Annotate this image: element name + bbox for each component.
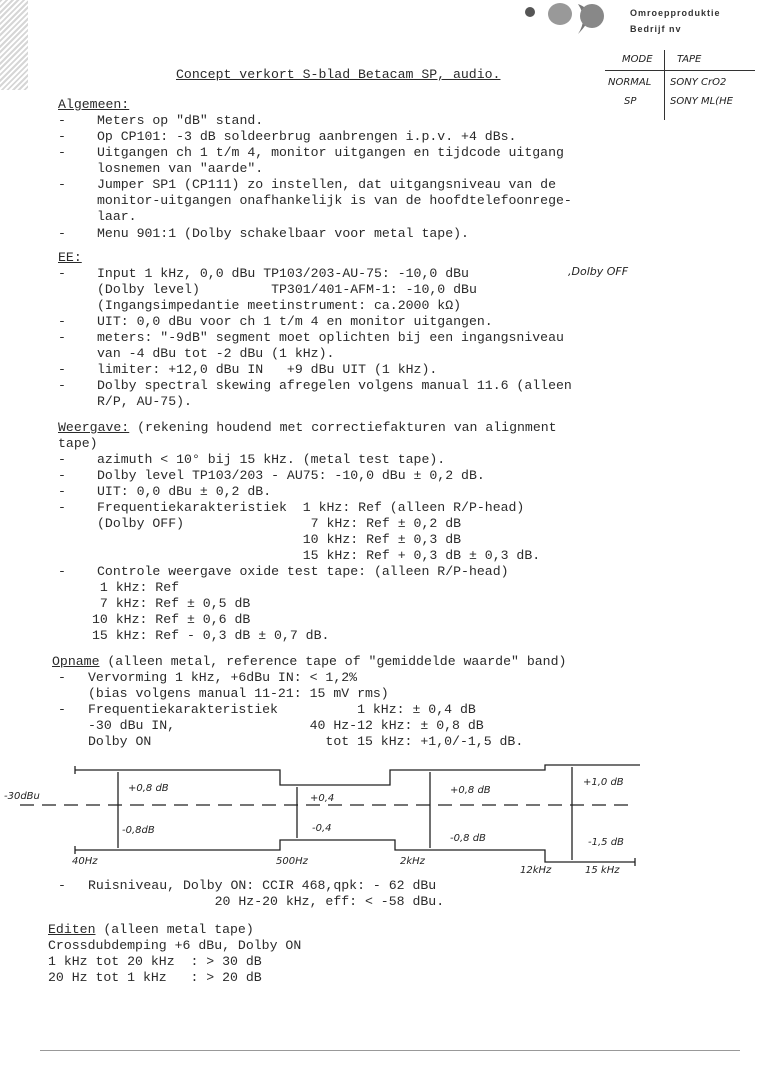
frequency-label: 2kHz	[400, 856, 425, 867]
divider	[605, 70, 755, 71]
tape-cell: SONY CrO2	[670, 77, 727, 88]
bullet: -	[58, 452, 66, 467]
text-line: Menu 901:1 (Dolby schakelbaar voor metal tape).	[97, 226, 469, 241]
text-line: losnemen van "aarde".	[97, 161, 264, 176]
text-line: Vervorming 1 kHz, +6dBu IN: < 1,2%	[88, 670, 358, 685]
bullet: -	[58, 145, 66, 160]
text-line: Crossdubdemping +6 dBu, Dolby ON	[48, 938, 302, 953]
text-line: (alleen metal, reference tape of "gemiddelde waarde" band)	[99, 654, 567, 669]
text-line: 7 kHz: Ref ± 0,5 dB	[92, 596, 251, 611]
tolerance-label: -0,8dB	[122, 825, 155, 836]
tolerance-label: -1,5 dB	[588, 837, 624, 848]
mode-header: MODE	[622, 54, 653, 65]
lower-limit-line	[75, 840, 635, 862]
text-line: Frequentiekarakteristiek 1 kHz: ± 0,4 dB	[88, 702, 476, 717]
text-line: (rekening houdend met correctiefakturen van alignment	[129, 420, 557, 435]
page-title: Concept verkort S-blad Betacam SP, audio.	[176, 67, 501, 82]
text-line: laar.	[97, 209, 137, 224]
divider	[664, 50, 665, 120]
mode-cell: NORMAL	[608, 77, 652, 88]
tolerance-label: -0,4	[312, 823, 332, 834]
text-line: 20 Hz tot 1 kHz : > 20 dB	[48, 970, 262, 985]
text-line: Ruisniveau, Dolby ON: CCIR 468,qpk: - 62 dBu	[88, 878, 437, 893]
text-line: 15 kHz: Ref + 0,3 dB ± 0,3 dB.	[97, 548, 541, 563]
bullet: -	[58, 177, 66, 192]
text-line: 20 Hz-20 kHz, eff: < -58 dBu.	[88, 894, 445, 909]
company-logo	[520, 2, 620, 36]
text-line: van -4 dBu tot -2 dBu (1 kHz).	[97, 346, 335, 361]
bullet: -	[58, 113, 66, 128]
text-line: Frequentiekarakteristiek 1 kHz: Ref (alleen R/P-head)	[97, 500, 525, 515]
frequency-label: 40Hz	[72, 856, 98, 867]
upper-limit-line	[75, 765, 640, 785]
bullet: -	[58, 266, 66, 281]
bullet: -	[58, 878, 66, 893]
text-line: (Dolby OFF) 7 kHz: Ref ± 0,2 dB	[97, 516, 462, 531]
bullet: -	[58, 564, 66, 579]
handwritten-note: ,Dolby OFF	[568, 265, 629, 278]
text-line: azimuth < 10° bij 15 kHz. (metal test tape).	[97, 452, 446, 467]
text-line: Meters op "dB" stand.	[97, 113, 264, 128]
text-line: -30 dBu IN, 40 Hz-12 kHz: ± 0,8 dB	[88, 718, 484, 733]
bullet: -	[58, 500, 66, 515]
text-line: 15 kHz: Ref - 0,3 dB ± 0,7 dB.	[92, 628, 330, 643]
company-name-2: Bedrijf nv	[630, 24, 682, 34]
bullet: -	[58, 314, 66, 329]
bullet: -	[58, 484, 66, 499]
text-line: 10 kHz: Ref ± 0,6 dB	[92, 612, 251, 627]
text-line: Dolby level TP103/203 - AU75: -10,0 dBu ± 0,2 dB.	[97, 468, 485, 483]
frequency-label: 15 kHz	[585, 865, 620, 875]
bullet: -	[58, 378, 66, 393]
section-heading-opname: Opname	[52, 654, 100, 669]
tolerance-label: +0,8 dB	[128, 783, 169, 794]
bullet: -	[58, 226, 66, 241]
tolerance-label: +0,8 dB	[450, 785, 491, 796]
text-line: 1 kHz: Ref	[92, 580, 180, 595]
text-line: meters: "-9dB" segment moet oplichten bij een ingangsniveau	[97, 330, 564, 345]
bullet: -	[58, 330, 66, 345]
text-line: (bias volgens manual 11-21: 15 mV rms)	[88, 686, 389, 701]
mode-cell: SP	[624, 96, 637, 107]
bullet: -	[58, 670, 66, 685]
text-line: (Dolby level) TP301/401-AFM-1: -10,0 dBu	[97, 282, 477, 297]
section-heading-algemeen: Algemeen:	[58, 97, 130, 112]
text-line: limiter: +12,0 dBu IN +9 dBu UIT (1 kHz).	[97, 362, 438, 377]
text-line: monitor-uitgangen onafhankelijk is van de hoofdtelefoonrege-	[97, 193, 572, 208]
text-line: Input 1 kHz, 0,0 dBu TP103/203-AU-75: -10,0 dBu	[97, 266, 469, 281]
text-line: 10 kHz: Ref ± 0,3 dB	[97, 532, 462, 547]
section-heading-weergave: Weergave:	[58, 420, 130, 435]
text-line: tape)	[58, 436, 98, 451]
tolerance-label: +0,4	[310, 793, 335, 804]
text-line: 1 kHz tot 20 kHz : > 30 dB	[48, 954, 262, 969]
bullet: -	[58, 468, 66, 483]
tape-cell: SONY ML(HE	[670, 96, 733, 107]
text-line: (alleen metal tape)	[95, 922, 254, 937]
text-line: R/P, AU-75).	[97, 394, 192, 409]
text-line: Controle weergave oxide test tape: (alleen R/P-head)	[97, 564, 509, 579]
tolerance-diagram	[0, 755, 765, 875]
bullet: -	[58, 702, 66, 717]
company-name-1: Omroepproduktie	[630, 8, 721, 18]
bullet: -	[58, 362, 66, 377]
text-line: UIT: 0,0 dBu ± 0,2 dB.	[97, 484, 272, 499]
tolerance-label: -0,8 dB	[450, 833, 486, 844]
frequency-label: 12kHz	[520, 865, 552, 875]
text-line: Jumper SP1 (CP111) zo instellen, dat uitgangsniveau van de	[97, 177, 556, 192]
frequency-label: 500Hz	[276, 856, 308, 867]
text-line: Op CP101: -3 dB soldeerbrug aanbrengen i.p.v. +4 dBs.	[97, 129, 517, 144]
tolerance-label: +1,0 dB	[583, 777, 624, 788]
scan-edge	[40, 1050, 740, 1051]
text-line: Dolby ON tot 15 kHz: +1,0/-1,5 dB.	[88, 734, 524, 749]
text-line: UIT: 0,0 dBu voor ch 1 t/m 4 en monitor uitgangen.	[97, 314, 493, 329]
section-heading-ee: EE:	[58, 250, 82, 265]
tape-header: TAPE	[677, 54, 702, 65]
bullet: -	[58, 129, 66, 144]
scan-artifact	[0, 0, 28, 90]
reference-label: -30dBu	[4, 791, 40, 802]
section-heading-editen: Editen	[48, 922, 96, 937]
text-line: Dolby spectral skewing afregelen volgens manual 11.6 (alleen	[97, 378, 572, 393]
text-line: (Ingangsimpedantie meetinstrument: ca.2000 kΩ)	[97, 298, 462, 313]
text-line: Uitgangen ch 1 t/m 4, monitor uitgangen en tijdcode uitgang	[97, 145, 564, 160]
